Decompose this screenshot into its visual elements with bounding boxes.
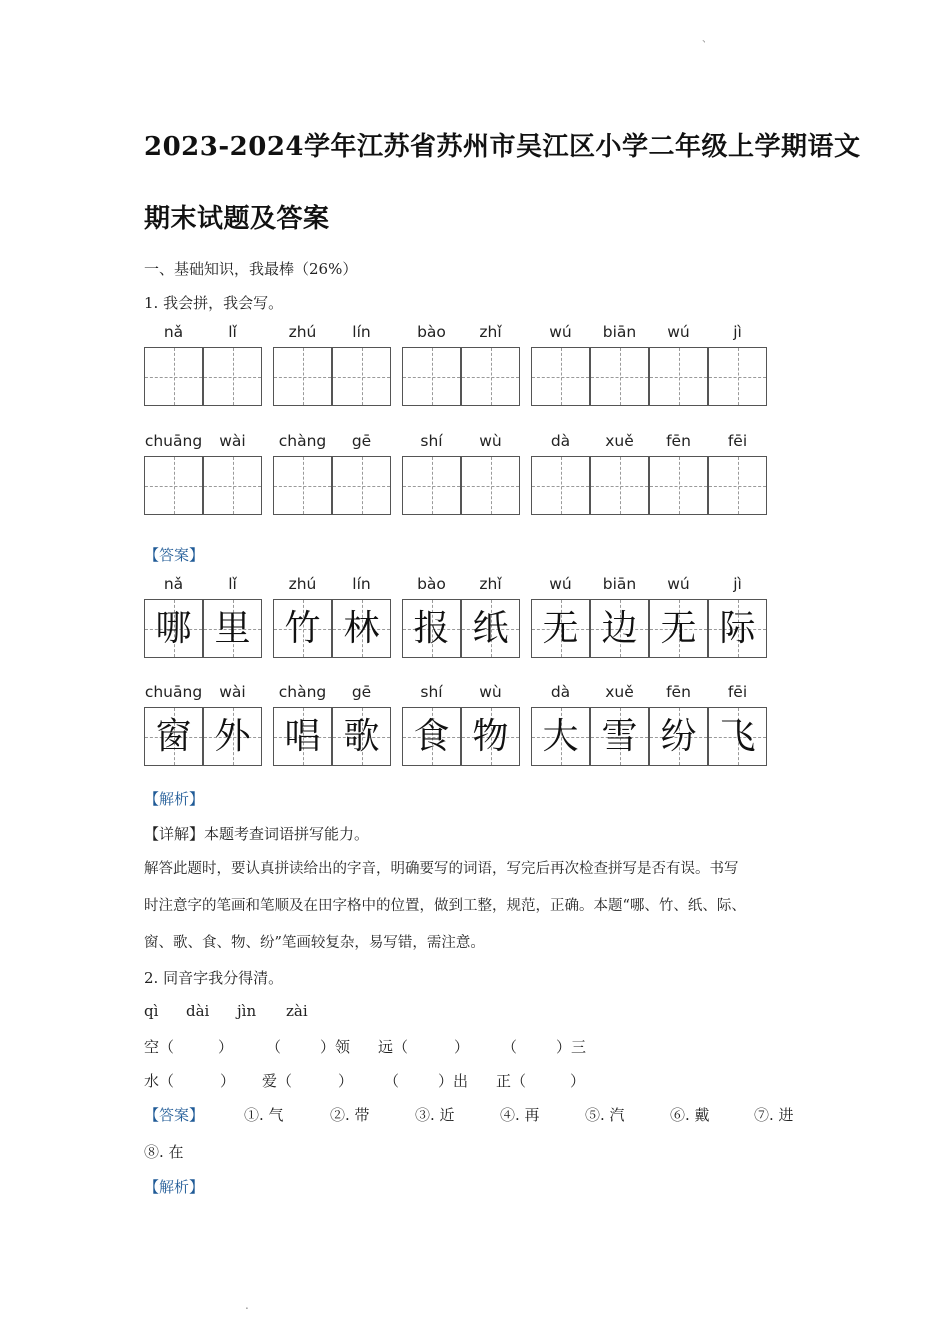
answer-character: 报 (413, 608, 450, 649)
writing-box[interactable] (590, 347, 649, 406)
writing-box[interactable] (708, 347, 767, 406)
answer-character-box (332, 707, 391, 766)
pinyin-label: dà (550, 683, 571, 701)
answer-character: 纷 (660, 716, 697, 757)
answer-character: 里 (214, 608, 251, 649)
pinyin-label: fēi (727, 683, 748, 701)
detail-text: 【详解】本题考查词语拼写能力。 (144, 825, 370, 843)
pinyin-label: wú (549, 323, 572, 341)
writing-box[interactable] (144, 456, 203, 515)
pinyin-label: gē (351, 683, 372, 701)
answer-item: ④. 再 (500, 1106, 540, 1124)
grid-guide-horizontal (532, 377, 589, 378)
homophone-blank: 空（ (144, 1038, 175, 1056)
writing-box[interactable] (531, 456, 590, 515)
pinyin-label: zhú (288, 575, 317, 593)
answer-character: 竹 (284, 608, 321, 649)
answer-character: 食 (413, 716, 450, 757)
grid-guide-horizontal (403, 486, 460, 487)
answer-character: 大 (542, 716, 579, 757)
pinyin-label: gē (351, 432, 372, 450)
writing-box[interactable] (649, 347, 708, 406)
writing-box[interactable] (203, 456, 262, 515)
homophone-blank: 远（ (378, 1038, 409, 1056)
question-2-prompt: 2. 同音字我分得清。 (144, 969, 284, 987)
answer-character: 无 (542, 608, 579, 649)
pinyin-label: fēn (666, 683, 691, 701)
pinyin-label: dà (550, 432, 571, 450)
pinyin-label: chàng (278, 432, 327, 450)
answer-character-box (708, 707, 767, 766)
answer-character-box (402, 707, 461, 766)
answer-character-box (461, 599, 520, 658)
homophone-blank: （ (266, 1038, 282, 1056)
writing-box[interactable] (332, 456, 391, 515)
answer-character: 歌 (343, 716, 380, 757)
grid-guide-horizontal (333, 377, 390, 378)
grid-guide-horizontal (145, 486, 202, 487)
writing-box[interactable] (649, 456, 708, 515)
grid-guide-horizontal (204, 377, 261, 378)
answer-character-box (144, 599, 203, 658)
explanation-line-3: 窗、歌、食、物、纷”笔画较复杂，易写错，需注意。 (144, 935, 485, 951)
grid-guide-horizontal (333, 486, 390, 487)
answer-character: 外 (214, 716, 251, 757)
pinyin-label: wài (219, 683, 246, 701)
grid-guide-horizontal (462, 377, 519, 378)
grid-guide-horizontal (591, 486, 648, 487)
pinyin-label: wú (667, 575, 690, 593)
grid-guide-horizontal (709, 486, 766, 487)
pinyin-label: zhú (288, 323, 317, 341)
answer-character: 际 (719, 608, 756, 649)
answer-item: ①. 气 (244, 1106, 284, 1124)
pinyin-label: xuě (605, 683, 634, 701)
writing-box[interactable] (144, 347, 203, 406)
answer-character-box (144, 707, 203, 766)
pinyin-label: wù (479, 683, 502, 701)
pinyin-label: wài (219, 432, 246, 450)
pinyin-label: zhǐ (479, 575, 502, 593)
homophone-pinyin: dài (186, 1002, 210, 1020)
grid-guide-horizontal (274, 486, 331, 487)
homophone-blank: ）三 (556, 1038, 587, 1056)
homophone-blank: ） (570, 1072, 586, 1090)
writing-box[interactable] (203, 347, 262, 406)
grid-guide-horizontal (204, 486, 261, 487)
homophone-blank: 水（ (144, 1072, 175, 1090)
footer-mark: . (245, 1298, 249, 1312)
answer-label: 【答案】 (144, 1106, 205, 1124)
homophone-pinyin: jìn (237, 1002, 257, 1020)
pinyin-label: bào (417, 323, 446, 341)
pinyin-label: wú (549, 575, 572, 593)
answer-character-box (649, 707, 708, 766)
pinyin-label: jì (733, 323, 742, 341)
grid-guide-horizontal (532, 486, 589, 487)
writing-box[interactable] (402, 456, 461, 515)
answer-character-box (203, 599, 262, 658)
answer-character-box (590, 707, 649, 766)
pinyin-label: nǎ (163, 575, 184, 593)
pinyin-label: lǐ (228, 323, 237, 341)
answer-item: ⑦. 进 (754, 1106, 794, 1124)
answer-character-box (531, 599, 590, 658)
answer-character: 哪 (155, 608, 192, 649)
homophone-pinyin: zài (286, 1002, 308, 1020)
grid-guide-horizontal (709, 377, 766, 378)
answer-character-box (273, 707, 332, 766)
answer-character: 纸 (472, 608, 509, 649)
grid-guide-horizontal (462, 486, 519, 487)
writing-box[interactable] (708, 456, 767, 515)
answer-character: 物 (472, 716, 509, 757)
pinyin-label: wù (479, 432, 502, 450)
homophone-blank: ） (220, 1072, 236, 1090)
writing-box[interactable] (461, 456, 520, 515)
pinyin-label: shí (420, 683, 443, 701)
pinyin-label: chàng (278, 683, 327, 701)
grid-guide-horizontal (403, 377, 460, 378)
homophone-blank: ） (454, 1038, 470, 1056)
page-title-line2: 期末试题及答案 (144, 204, 330, 234)
analysis-label: 【解析】 (144, 790, 205, 808)
writing-box[interactable] (332, 347, 391, 406)
writing-box[interactable] (402, 347, 461, 406)
grid-guide-horizontal (591, 377, 648, 378)
writing-box[interactable] (461, 347, 520, 406)
answer-character-box (402, 599, 461, 658)
pinyin-label: shí (420, 432, 443, 450)
analysis-label: 【解析】 (144, 1178, 205, 1196)
pinyin-label: biān (602, 575, 637, 593)
homophone-blank: （ (384, 1072, 400, 1090)
answer-item: ③. 近 (415, 1106, 455, 1124)
homophone-pinyin: qì (144, 1002, 159, 1020)
answer-character: 边 (601, 608, 638, 649)
answer-item: ⑧. 在 (144, 1143, 184, 1161)
pinyin-label: lín (352, 575, 371, 593)
answer-character: 无 (660, 608, 697, 649)
pinyin-label: xuě (605, 432, 634, 450)
pinyin-label: lín (352, 323, 371, 341)
writing-box[interactable] (590, 456, 649, 515)
page-title-line1: 2023-2024学年江苏省苏州市吴江区小学二年级上学期语文 (144, 132, 861, 162)
answer-character-box (461, 707, 520, 766)
pinyin-label: bào (417, 575, 446, 593)
pinyin-label: fēn (666, 432, 691, 450)
answer-character: 雪 (601, 716, 638, 757)
explanation-line-1: 解答此题时，要认真拼读给出的字音，明确要写的词语，写完后再次检查拼写是否有误。书写 (144, 861, 739, 877)
homophone-blank: ）领 (320, 1038, 351, 1056)
homophone-blank: （ (502, 1038, 518, 1056)
answer-character-box (203, 707, 262, 766)
answer-character: 林 (343, 608, 380, 649)
grid-guide-horizontal (145, 377, 202, 378)
writing-box[interactable] (531, 347, 590, 406)
section-heading: 一、基础知识，我最棒（26%） (144, 260, 358, 278)
answer-item: ⑥. 戴 (670, 1106, 710, 1124)
grid-guide-horizontal (274, 377, 331, 378)
answer-item: ②. 带 (330, 1106, 370, 1124)
homophone-blank: 正（ (496, 1072, 527, 1090)
homophone-blank: ）出 (438, 1072, 469, 1090)
pinyin-label: chuāng (144, 683, 203, 701)
header-mark: 、 (702, 34, 712, 45)
answer-character: 窗 (155, 716, 192, 757)
answer-label: 【答案】 (144, 546, 205, 564)
pinyin-label: zhǐ (479, 323, 502, 341)
pinyin-label: nǎ (163, 323, 184, 341)
pinyin-label: jì (733, 575, 742, 593)
homophone-blank: ） (338, 1072, 354, 1090)
pinyin-label: biān (602, 323, 637, 341)
answer-item: ⑤. 汽 (585, 1106, 625, 1124)
pinyin-label: wú (667, 323, 690, 341)
writing-box[interactable] (273, 347, 332, 406)
question-1-prompt: 1. 我会拼，我会写。 (144, 294, 284, 312)
pinyin-label: fēi (727, 432, 748, 450)
answer-character-box (332, 599, 391, 658)
answer-character-box (531, 707, 590, 766)
answer-character-box (590, 599, 649, 658)
homophone-blank: ） (218, 1038, 234, 1056)
answer-character-box (708, 599, 767, 658)
writing-box[interactable] (273, 456, 332, 515)
answer-character: 唱 (284, 716, 321, 757)
pinyin-label: lǐ (228, 575, 237, 593)
grid-guide-horizontal (650, 377, 707, 378)
answer-character: 飞 (719, 716, 756, 757)
answer-character-box (273, 599, 332, 658)
pinyin-label: chuāng (144, 432, 203, 450)
answer-character-box (649, 599, 708, 658)
grid-guide-horizontal (650, 486, 707, 487)
homophone-blank: 爱（ (262, 1072, 293, 1090)
explanation-line-2: 时注意字的笔画和笔顺及在田字格中的位置，做到工整，规范，正确。本题“哪、竹、纸、际、 (144, 898, 746, 914)
